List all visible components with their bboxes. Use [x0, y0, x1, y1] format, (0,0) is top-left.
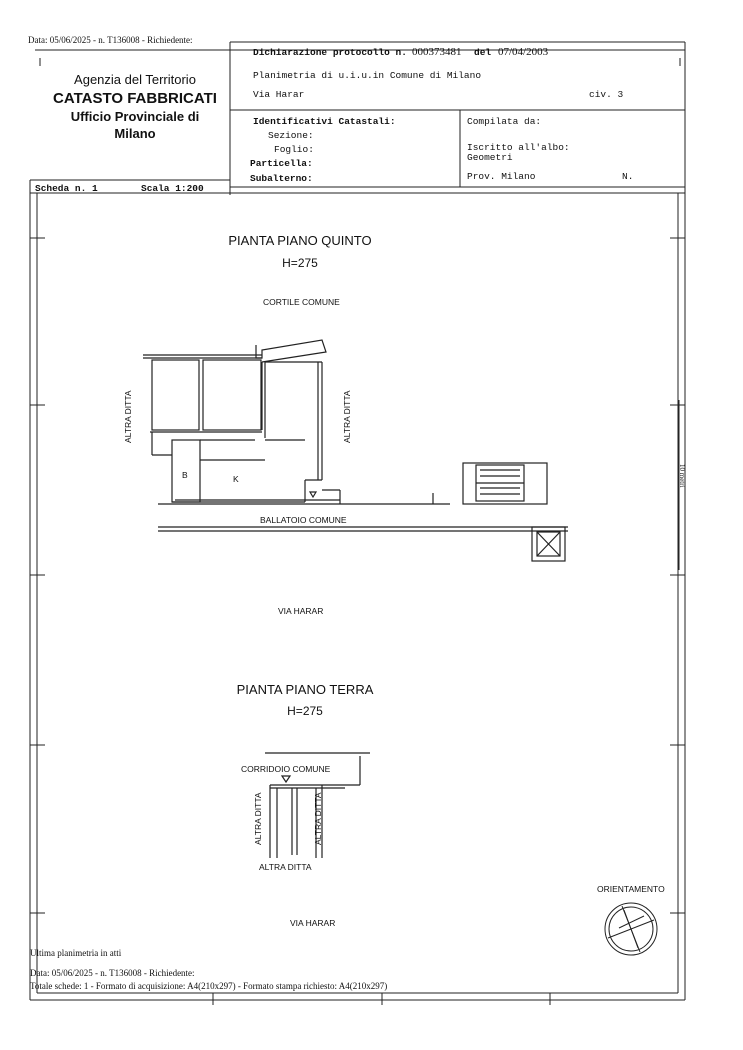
- ground-altra-ditta-left: ALTRA DITTA: [253, 792, 263, 845]
- planimetry-line: Planimetria di u.i.u.in Comune di Milano: [253, 70, 482, 81]
- totals-line: Totale schede: 1 - Formato di acquisizione: A4(210x297) - Formato stampa richiesto: A4(210x297): [30, 981, 388, 991]
- ground-street-label: VIA HARAR: [290, 918, 336, 928]
- sezione-label: Sezione:: [268, 130, 314, 141]
- scale-label: Scala 1:200: [141, 183, 204, 194]
- foglio-label: Foglio:: [274, 144, 314, 155]
- agency-name: Agenzia del Territorio: [74, 72, 196, 87]
- print-line-bottom: Data: 05/06/2025 - n. T136008 - Richiedente:: [30, 968, 195, 978]
- profession-label: Geometri: [467, 152, 513, 163]
- compass-rose-icon: [600, 898, 662, 960]
- plan-fifth-title: PIANTA PIANO QUINTO: [228, 233, 372, 248]
- subalterno-label: Subalterno:: [250, 173, 313, 184]
- corridor-label: CORRIDOIO COMUNE: [241, 764, 331, 774]
- balcony-label: BALLATOIO COMUNE: [260, 515, 347, 525]
- civic-number: civ. 3: [589, 89, 624, 100]
- scale-note: 10 metri: [678, 464, 686, 488]
- protocol-number: 000373481: [412, 46, 462, 58]
- declaration-label: Dichiarazione protocollo n.: [253, 47, 407, 58]
- particella-label: Particella:: [250, 158, 313, 169]
- number-label: N.: [622, 171, 634, 182]
- street-header: Via Harar: [253, 89, 305, 100]
- del-label: del: [474, 47, 492, 58]
- plan-fifth-height: H=275: [282, 256, 318, 270]
- declaration-date: 07/04/2003: [498, 46, 549, 58]
- catasto-title: CATASTO FABBRICATI: [53, 90, 217, 107]
- courtyard-label: CORTILE COMUNE: [263, 297, 340, 307]
- plan-ground-title: PIANTA PIANO TERRA: [236, 682, 374, 697]
- orientation-label: ORIENTAMENTO: [597, 884, 665, 894]
- ground-altra-ditta-bottom: ALTRA DITTA: [259, 862, 312, 872]
- print-line-top: Data: 05/06/2025 - n. T136008 - Richiedente:: [28, 35, 193, 45]
- fifth-altra-ditta-right: ALTRA DITTA: [342, 390, 352, 443]
- office-label: Ufficio Provinciale di: [70, 109, 200, 124]
- room-k-label: K: [233, 474, 239, 484]
- province-label: Prov. Milano: [467, 171, 536, 182]
- room-b-label: B: [182, 470, 188, 480]
- plan-ground-height: H=275: [287, 704, 323, 718]
- compiled-title: Compilata da:: [467, 116, 542, 127]
- ground-altra-ditta-right: ALTRA DITTA: [313, 792, 323, 845]
- fifth-street-label: VIA HARAR: [278, 606, 324, 616]
- identifiers-title: Identificativi Catastali:: [253, 116, 396, 127]
- scheda-label: Scheda n. 1: [35, 183, 98, 194]
- last-plan-note: Ultima planimetria in atti: [30, 948, 122, 958]
- registered-label: Iscritto all'albo:: [467, 142, 570, 153]
- office-city: Milano: [114, 126, 156, 141]
- fifth-altra-ditta-left: ALTRA DITTA: [123, 390, 133, 443]
